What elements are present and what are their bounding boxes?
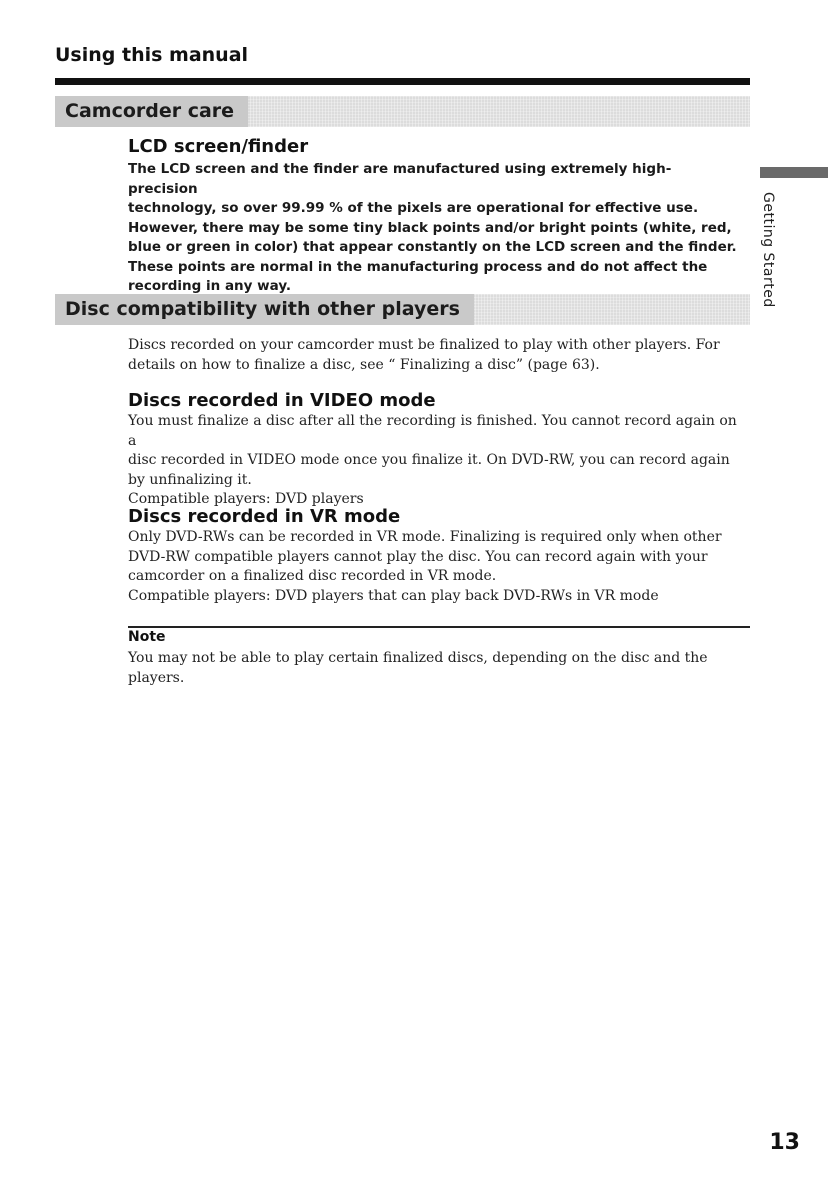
header-rule <box>55 78 750 85</box>
section-title-disc-compatibility: Disc compatibility with other players <box>55 294 474 325</box>
lcd-line: technology, so over 99.99 % of the pixels are operational for effective use. <box>128 200 699 216</box>
page-number: 13 <box>769 1130 800 1155</box>
note-line: You may not be able to play certain finalized discs, depending on the disc and the <box>128 650 708 666</box>
side-tab-label: Getting Started <box>760 192 776 308</box>
lcd-line: However, there may be some tiny black points and/or bright points (white, red, <box>128 219 732 236</box>
note-line: players. <box>128 669 185 686</box>
heading-lcd-screen-finder: LCD screen/finder <box>128 136 309 157</box>
lcd-line: recording in any way. <box>128 278 292 294</box>
note-rule <box>128 626 750 628</box>
disc-intro-paragraph <box>128 336 748 375</box>
heading-vr-mode: Discs recorded in VR mode <box>128 506 401 527</box>
section-band-camcorder-care <box>55 96 750 127</box>
video-mode-line: by unfinalizing it. <box>128 471 252 488</box>
section-band-disc-compatibility <box>55 294 750 325</box>
section-title-camcorder-care: Camcorder care <box>55 96 248 127</box>
lcd-line: blue or green in color) that appear constantly on the LCD screen and the finder. <box>128 239 737 255</box>
vr-mode-line: Compatible players: DVD players that can play back DVD-RWs in VR mode <box>128 587 659 604</box>
video-mode-line: disc recorded in VIDEO mode once you finalize it. On DVD-RW, you can record again <box>128 452 730 468</box>
heading-video-mode: Discs recorded in VIDEO mode <box>128 390 436 411</box>
video-mode-line: You must finalize a disc after all the recording is finished. You cannot record again on a <box>128 413 737 449</box>
vr-mode-paragraph <box>128 528 748 606</box>
page-header-title: Using this manual <box>55 44 249 66</box>
lcd-paragraph <box>128 160 738 297</box>
disc-intro-line: details on how to finalize a disc, see “ Finalizing a disc” (page 63). <box>128 356 600 373</box>
vr-mode-line: Only DVD-RWs can be recorded in VR mode. Finalizing is required only when other <box>128 529 722 545</box>
lcd-line: The LCD screen and the finder are manufactured using extremely high-precision <box>128 161 672 197</box>
side-tab-bar <box>760 167 828 178</box>
note-paragraph <box>128 649 748 688</box>
video-mode-paragraph <box>128 412 748 510</box>
vr-mode-line: DVD-RW compatible players cannot play the disc. You can record again with your <box>128 548 708 565</box>
lcd-line: These points are normal in the manufacturing process and do not affect the <box>128 258 708 275</box>
note-label: Note <box>128 629 166 645</box>
vr-mode-line: camcorder on a finalized disc recorded in VR mode. <box>128 568 497 584</box>
disc-intro-line: Discs recorded on your camcorder must be finalized to play with other players. For <box>128 337 720 353</box>
video-mode-line: Compatible players: DVD players <box>128 491 364 507</box>
